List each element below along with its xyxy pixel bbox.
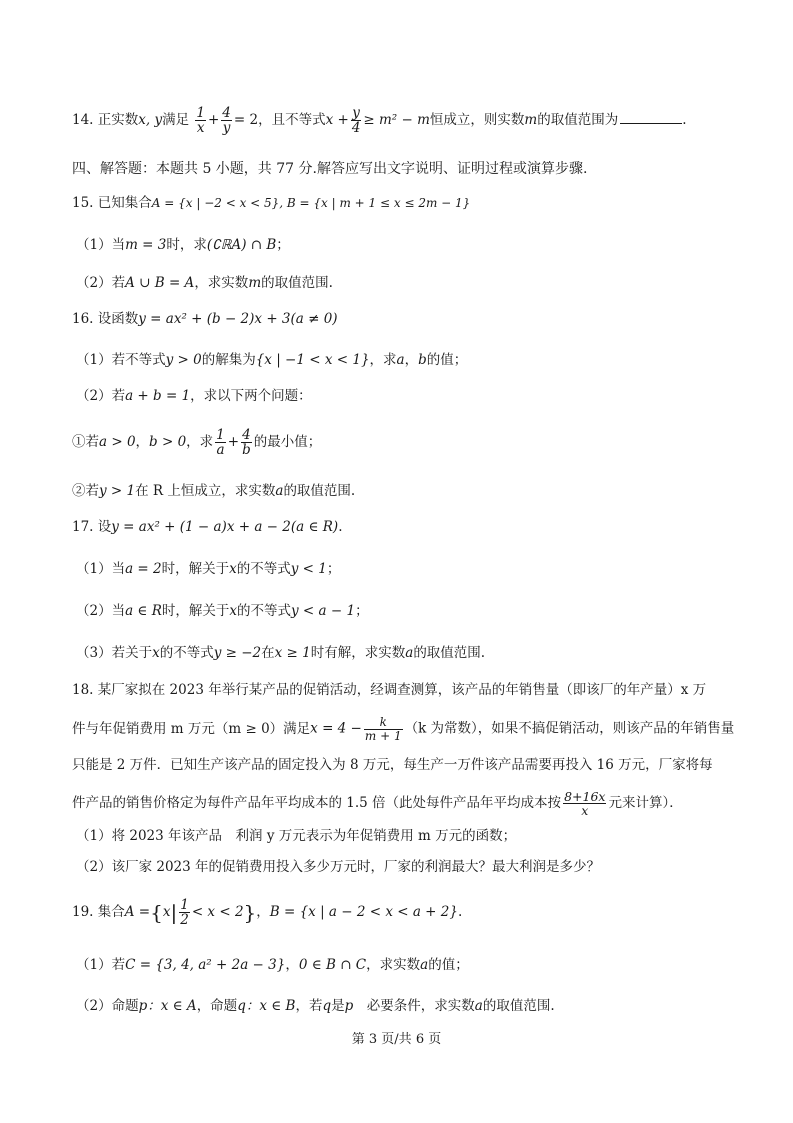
- q18-formula: x = 4 −: [310, 720, 362, 737]
- q17-p2-text: （2）当: [76, 603, 126, 619]
- question-16-part-2: [0, 388, 793, 404]
- q17-p1-var: x: [229, 561, 237, 577]
- q16-p1-set: {x | −1 < x < 1}: [255, 352, 370, 368]
- section-heading: [0, 161, 793, 178]
- section-4-title: 四、解答题：本题共 5 小题，共 77 分.解答应写出文字说明、证明过程或演算步骤.: [72, 161, 588, 177]
- question-17-stem: [0, 519, 793, 535]
- question-15-stem: [0, 195, 793, 211]
- q14-text: 的取值范围为: [537, 112, 619, 129]
- q19-p2-var-p: p: [344, 998, 354, 1014]
- q16-s1-cond: b > 0: [149, 434, 187, 451]
- q14-eq: = 2: [233, 112, 259, 129]
- q16-s2-text: 的取值范围.: [283, 483, 356, 499]
- q18-frac: $\frac{k}{m + 1}$: [364, 715, 402, 743]
- q16-s2-text: ②若: [72, 483, 99, 499]
- question-18-line-4: [0, 790, 793, 817]
- q17-p3-text: 的取值范围.: [413, 645, 486, 661]
- q14-vars: x, y: [138, 112, 163, 129]
- q17-p2-ineq: y < a − 1: [291, 603, 356, 619]
- q19-p1-set-c: C = {3, 4, a² + 2a − 3}: [125, 957, 286, 973]
- q17-p2-text: ；: [355, 603, 369, 619]
- q14-ineq: x +: [325, 112, 349, 129]
- question-15-part-1: [0, 237, 793, 253]
- q19-p2-text: 的取值范围.: [482, 998, 555, 1014]
- q18-text: 只能是 2 万件．已知生产该产品的固定投入为 8 万元，每生产一万件该产品需要再投入 16 万元，厂家将每: [72, 757, 713, 773]
- q17-p1-cond: a = 2: [125, 561, 162, 577]
- q19-p2-text: ，若: [295, 998, 323, 1014]
- q19-p2-text: 必要条件，求实数: [353, 998, 475, 1014]
- question-16-part-1: [0, 352, 793, 368]
- q14-text: 恒成立，则实数: [429, 112, 525, 129]
- question-18-line-3: [0, 757, 793, 773]
- q19-p2-prop-q: q：x ∈ B: [237, 998, 296, 1014]
- question-14: 14. 正实数x, y满足 $\frac{1}{x}$ + $\frac{4}{y}$ = 2，且不等式x + $\frac{y}{4}$ ≥ m² − m恒成立，则实数m的取值范围为 .: [72, 105, 687, 137]
- q16-p1-text: （1）若不等式: [76, 352, 166, 368]
- q16-p1-var-a: a: [396, 352, 405, 368]
- q16-s2-expr: y > 1: [99, 483, 136, 499]
- q19-text: 19. 集合: [72, 904, 125, 921]
- q15-p1-text: ；: [276, 237, 290, 253]
- q16-s1-text: 的最小值；: [253, 434, 322, 451]
- q15-text: 15. 已知集合: [72, 195, 152, 211]
- q14-number: 14.: [72, 112, 98, 129]
- question-18-line-2: [0, 716, 793, 742]
- q17-p3-ineq: y ≥ −2: [213, 645, 262, 661]
- q15-p1-expr: (∁ℝA) ∩ B: [206, 237, 277, 253]
- q16-s2-var: a: [275, 483, 284, 499]
- question-17-part-1: [0, 561, 793, 577]
- q15-p2-text: ，求实数: [194, 275, 249, 291]
- q17-p3-text: （3）若关于: [76, 645, 153, 661]
- q16-s1-text: ，求: [186, 434, 214, 451]
- q19-set-a-var: x: [162, 904, 171, 921]
- q16-p1-text: ，求: [369, 352, 397, 368]
- question-19-part-1: [0, 957, 793, 973]
- q17-p2-var: x: [229, 603, 238, 619]
- q19-p2-var-q: q: [322, 998, 332, 1014]
- q19-p2-prop-p: p：x ∈ A: [138, 998, 197, 1014]
- q18-text: 件产品的销售价格定为每件产品年平均成本的 1.5 倍（此处每件产品年平均成本按: [72, 795, 562, 812]
- q17-p1-ineq: y < 1: [290, 561, 327, 577]
- q16-function: y = ax² + (b − 2)x + 3(a ≠ 0): [138, 311, 338, 327]
- question-15-part-2: [0, 275, 793, 291]
- q16-s1-frac-1: $\frac{1}{a}$: [216, 427, 225, 459]
- q16-p2-expr: a + b = 1: [125, 388, 191, 404]
- question-16-sub-1: [0, 428, 793, 457]
- q19-p1-text: 的值；: [428, 957, 469, 973]
- q17-p1-text: ；: [326, 561, 341, 577]
- q14-text: 正实数: [97, 112, 139, 129]
- q14-text: 满足: [162, 112, 190, 129]
- q19-p1-text: ，求实数: [366, 957, 421, 973]
- q19-p2-text: ，命题: [196, 998, 238, 1014]
- q19-frac: $\frac{1}{2}$: [180, 897, 189, 929]
- question-19-part-2: [0, 998, 793, 1014]
- q17-p3-var: x: [152, 645, 160, 661]
- q17-p3-cond: x ≥ 1: [274, 645, 311, 661]
- q17-p2-text: 的不等式: [237, 603, 292, 619]
- q17-p1-text: 时，解关于: [161, 561, 230, 577]
- q16-p2-text: ，求以下两个问题：: [190, 388, 312, 404]
- q19-p2-var-a: a: [474, 998, 483, 1014]
- q19-p1-var: a: [420, 957, 429, 973]
- q17-p3-var: a: [405, 645, 414, 661]
- q16-s1-text: ，: [135, 434, 150, 451]
- q16-p1-text: 的值；: [426, 352, 468, 368]
- q18-p2-text: （2）该厂家 2023 年的促销费用投入多少万元时，厂家的利润最大？最大利润是多少？: [76, 859, 601, 875]
- q14-end: .: [682, 112, 687, 129]
- q18-text: 件与年促销费用 m 万元（m ≥ 0）满足: [72, 720, 311, 737]
- q14-frac-2: $\frac{4}{y}$: [222, 105, 231, 137]
- q14-ineq: ≥ m² − m: [363, 112, 430, 129]
- question-19-stem: 19. 集合A ={x| $\frac{1}{2}$ < x < 2}，B = {x | a − 2 < x < a + 2}.: [72, 897, 463, 929]
- q18-text: 18. 某厂家拟在 2023 年举行某产品的促销活动，经调查测算，该产品的年销售量（即该厂的年产量）x 万: [72, 682, 707, 698]
- q16-p2-text: （2）若: [76, 388, 126, 404]
- q15-p1-text: （1）当: [76, 237, 126, 253]
- q17-p2-cond: a ∈ R: [125, 603, 162, 619]
- question-17-part-3: [0, 645, 793, 661]
- q14-frac-1: $\frac{1}{x}$: [196, 105, 205, 137]
- q19-text: ，: [256, 904, 270, 921]
- q18-text: （k 为常数），如果不搞促销活动，则该产品的年销售量: [404, 720, 735, 737]
- q16-s1-frac-2: $\frac{4}{b}$: [242, 427, 251, 459]
- q16-s1-cond: a > 0: [99, 434, 136, 451]
- q16-text: 16. 设函数: [72, 311, 139, 327]
- q15-p1-text: 时，求: [166, 237, 207, 253]
- question-16-stem: [0, 311, 793, 327]
- q14-var-m: m: [524, 112, 538, 129]
- question-18-line-1: [0, 682, 793, 698]
- q17-p3-text: 的不等式: [159, 645, 214, 661]
- q16-p1-ineq: y > 0: [165, 352, 202, 368]
- page-footer: 第 3 页/共 6 页: [351, 1032, 442, 1047]
- q17-p3-text: 在: [261, 645, 275, 661]
- q19-p1-text: ，: [285, 957, 299, 973]
- question-18-part-1: [0, 828, 793, 844]
- q17-function: y = ax² + (1 − a)x + a − 2(a ∈ R): [111, 519, 339, 535]
- q19-set-b: B = {x | a − 2 < x < a + 2}: [269, 904, 458, 921]
- q15-p2-text: （2）若: [76, 275, 126, 291]
- q15-p1-cond: m = 3: [125, 237, 167, 253]
- q18-text: 元来计算）．: [608, 795, 683, 812]
- q19-text: .: [457, 904, 463, 921]
- question-17-part-2: [0, 603, 793, 619]
- q16-s1-plus: +: [227, 434, 240, 451]
- q14-text: ，且不等式: [258, 112, 326, 129]
- q17-p1-text: 的不等式: [236, 561, 291, 577]
- q19-set-a-cond: < x < 2: [191, 904, 244, 921]
- q16-p1-text: ，: [404, 352, 419, 368]
- q19-p1-cond: 0 ∈ B ∩ C: [298, 957, 367, 973]
- q16-s2-text: 在 R 上恒成立，求实数: [135, 483, 276, 499]
- q16-p1-text: 的解集为: [201, 352, 256, 368]
- q16-s1-text: ①若: [72, 434, 99, 451]
- q16-p1-var-b: b: [418, 352, 427, 368]
- q19-p1-text: （1）若: [76, 957, 126, 973]
- q18-cost-frac: $\frac{8+16x}{x}$: [564, 789, 606, 819]
- q15-sets: A = {x | −2 < x < 5}, B = {x | m + 1 ≤ x ≤ 2m − 1}: [151, 196, 471, 210]
- q17-text: .: [338, 519, 343, 535]
- q19-p2-text: 是: [331, 998, 345, 1014]
- q19-set-a: A =: [124, 904, 151, 921]
- q17-p1-text: （1）当: [76, 561, 126, 577]
- q14-frac-3: $\frac{y}{4}$: [351, 105, 361, 137]
- q15-p2-text: 的取值范围.: [261, 275, 333, 291]
- q15-p2-var: m: [248, 275, 262, 291]
- q18-p1-text: （1）将 2023 年该产品 利润 y 万元表示为年促销费用 m 万元的函数；: [76, 828, 517, 844]
- q17-p2-text: 时，解关于: [161, 603, 230, 619]
- question-18-part-2: [0, 859, 793, 875]
- question-16-sub-2: [0, 483, 793, 499]
- q14-answer-blank[interactable]: [620, 111, 682, 124]
- q15-p2-expr: A ∪ B = A: [125, 275, 195, 291]
- q17-p3-text: 时有解，求实数: [310, 645, 406, 661]
- q19-p2-text: （2）命题: [76, 998, 139, 1014]
- q17-text: 17. 设: [72, 519, 112, 535]
